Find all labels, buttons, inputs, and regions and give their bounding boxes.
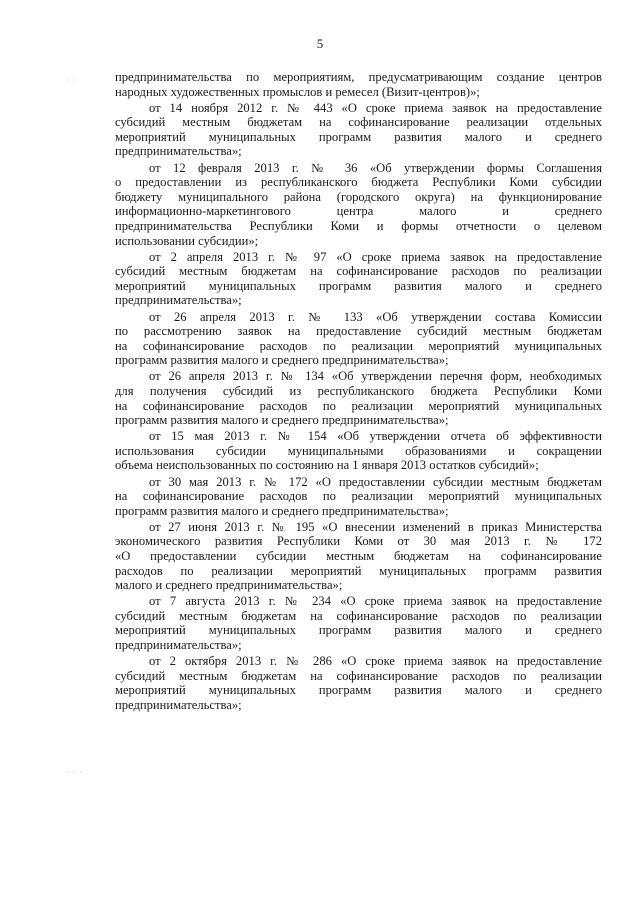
- order-item: [115, 475, 602, 519]
- scan-margin-mark: · ·: [66, 76, 77, 85]
- document-body: [115, 70, 602, 714]
- text-line: предпринимательства по мероприятиям, предусматривающим создание центров: [115, 70, 602, 84]
- text-line: от 27 июня 2013 г. № 195 «О внесении изменений в приказ Министерства: [149, 519, 602, 534]
- order-item: [115, 594, 602, 652]
- text-line: от 26 апреля 2013 г. № 133 «Об утверждении состава Комиссии: [149, 309, 602, 324]
- text-line: от 15 мая 2013 г. № 154 «Об утверждении отчета об эффективности: [149, 429, 602, 444]
- text-line: для получения субсидий из республиканского бюджета Республики Коми: [115, 383, 602, 398]
- order-item: [115, 654, 602, 712]
- text-line: от 30 мая 2013 г. № 172 «О предоставлении субсидии местным бюджетам: [149, 474, 602, 489]
- text-line: мероприятий муниципальных программ развития малого и среднего: [115, 129, 602, 144]
- order-item: [115, 101, 602, 159]
- text-line: малого и среднего предпринимательства»;: [115, 578, 343, 593]
- text-line: о предоставлении из республиканского бюджета Республики Коми субсидии: [115, 175, 602, 190]
- order-item: [115, 250, 602, 308]
- text-line: предпринимательства»;: [115, 293, 242, 308]
- order-item: [115, 369, 602, 427]
- text-line: от 2 апреля 2013 г. № 97 «О сроке приема заявок на предоставление: [149, 249, 602, 264]
- text-line: субсидий местным бюджетам на софинансирование расходов по реализации: [115, 264, 602, 279]
- text-line: на софинансирование расходов по реализации мероприятий муниципальных: [115, 489, 602, 504]
- text-line: бюджету муниципального района (городского округа) на функционирование: [115, 189, 602, 204]
- order-item: [115, 429, 602, 473]
- paragraph-continuation: [115, 70, 602, 99]
- text-line: субсидий местным бюджетам на софинансирование расходов по реализации: [115, 608, 602, 623]
- order-item: [115, 520, 602, 593]
- text-line: объема неиспользованных по состоянию на 1 января 2013 остатков субсидий»;: [115, 458, 539, 473]
- text-line: предпринимательства»;: [115, 638, 242, 653]
- text-line: от 14 ноября 2012 г. № 443 «О сроке приема заявок на предоставление: [149, 100, 602, 115]
- page-number: 5: [316, 36, 324, 51]
- text-line: предпринимательства»;: [115, 144, 242, 159]
- text-line: использования субсидии муниципальными образованиями и сокращении: [115, 443, 602, 458]
- text-line: предпринимательства»;: [115, 697, 242, 712]
- text-line: расходов по реализации мероприятий муниципальных программ развития: [115, 563, 602, 578]
- order-item: [115, 310, 602, 368]
- text-line: субсидий местным бюджетам на софинансирование реализации отдельных: [115, 115, 602, 130]
- text-line: на софинансирование расходов по реализации мероприятий муниципальных: [115, 398, 602, 413]
- text-line: информационно-маркетингового центра малого и среднего: [115, 204, 602, 219]
- text-line: предпринимательства Республики Коми и формы отчетности о целевом: [115, 218, 602, 233]
- text-line: экономического развития Республики Коми от 30 мая 2013 г. № 172: [115, 534, 602, 549]
- text-line: на софинансирование расходов по реализации мероприятий муниципальных: [115, 338, 602, 353]
- text-line: от 26 апреля 2013 г. № 134 «Об утверждении перечня форм, необходимых: [149, 369, 602, 384]
- order-item: [115, 161, 602, 249]
- text-line: от 2 октября 2013 г. № 286 «О сроке приема заявок на предоставление: [149, 654, 602, 669]
- text-line: программ развития малого и среднего предпринимательства»;: [115, 353, 449, 368]
- text-line: программ развития малого и среднего предпринимательства»;: [115, 503, 449, 518]
- text-line: от 7 августа 2013 г. № 234 «О сроке приема заявок на предоставление: [149, 594, 602, 609]
- text-line: от 12 февраля 2013 г. № 36 «Об утверждении формы Соглашения: [149, 160, 602, 175]
- text-line: использовании субсидии»;: [115, 233, 259, 248]
- text-line: по рассмотрению заявок на предоставление субсидий местным бюджетам: [115, 324, 602, 339]
- text-line: мероприятий муниципальных программ развития малого и среднего: [115, 683, 602, 698]
- text-line: субсидий местным бюджетам на софинансирование расходов по реализации: [115, 668, 602, 683]
- text-line: народных художественных промыслов и ремесел (Визит-центров)»;: [115, 84, 480, 99]
- text-line: мероприятий муниципальных программ развития малого и среднего: [115, 278, 602, 293]
- scan-margin-mark: · · ·: [66, 768, 83, 777]
- text-line: мероприятий муниципальных программ развития малого и среднего: [115, 623, 602, 638]
- text-line: программ развития малого и среднего предпринимательства»;: [115, 413, 449, 428]
- text-line: «О предоставлении субсидии местным бюджетам на софинансирование: [115, 549, 602, 563]
